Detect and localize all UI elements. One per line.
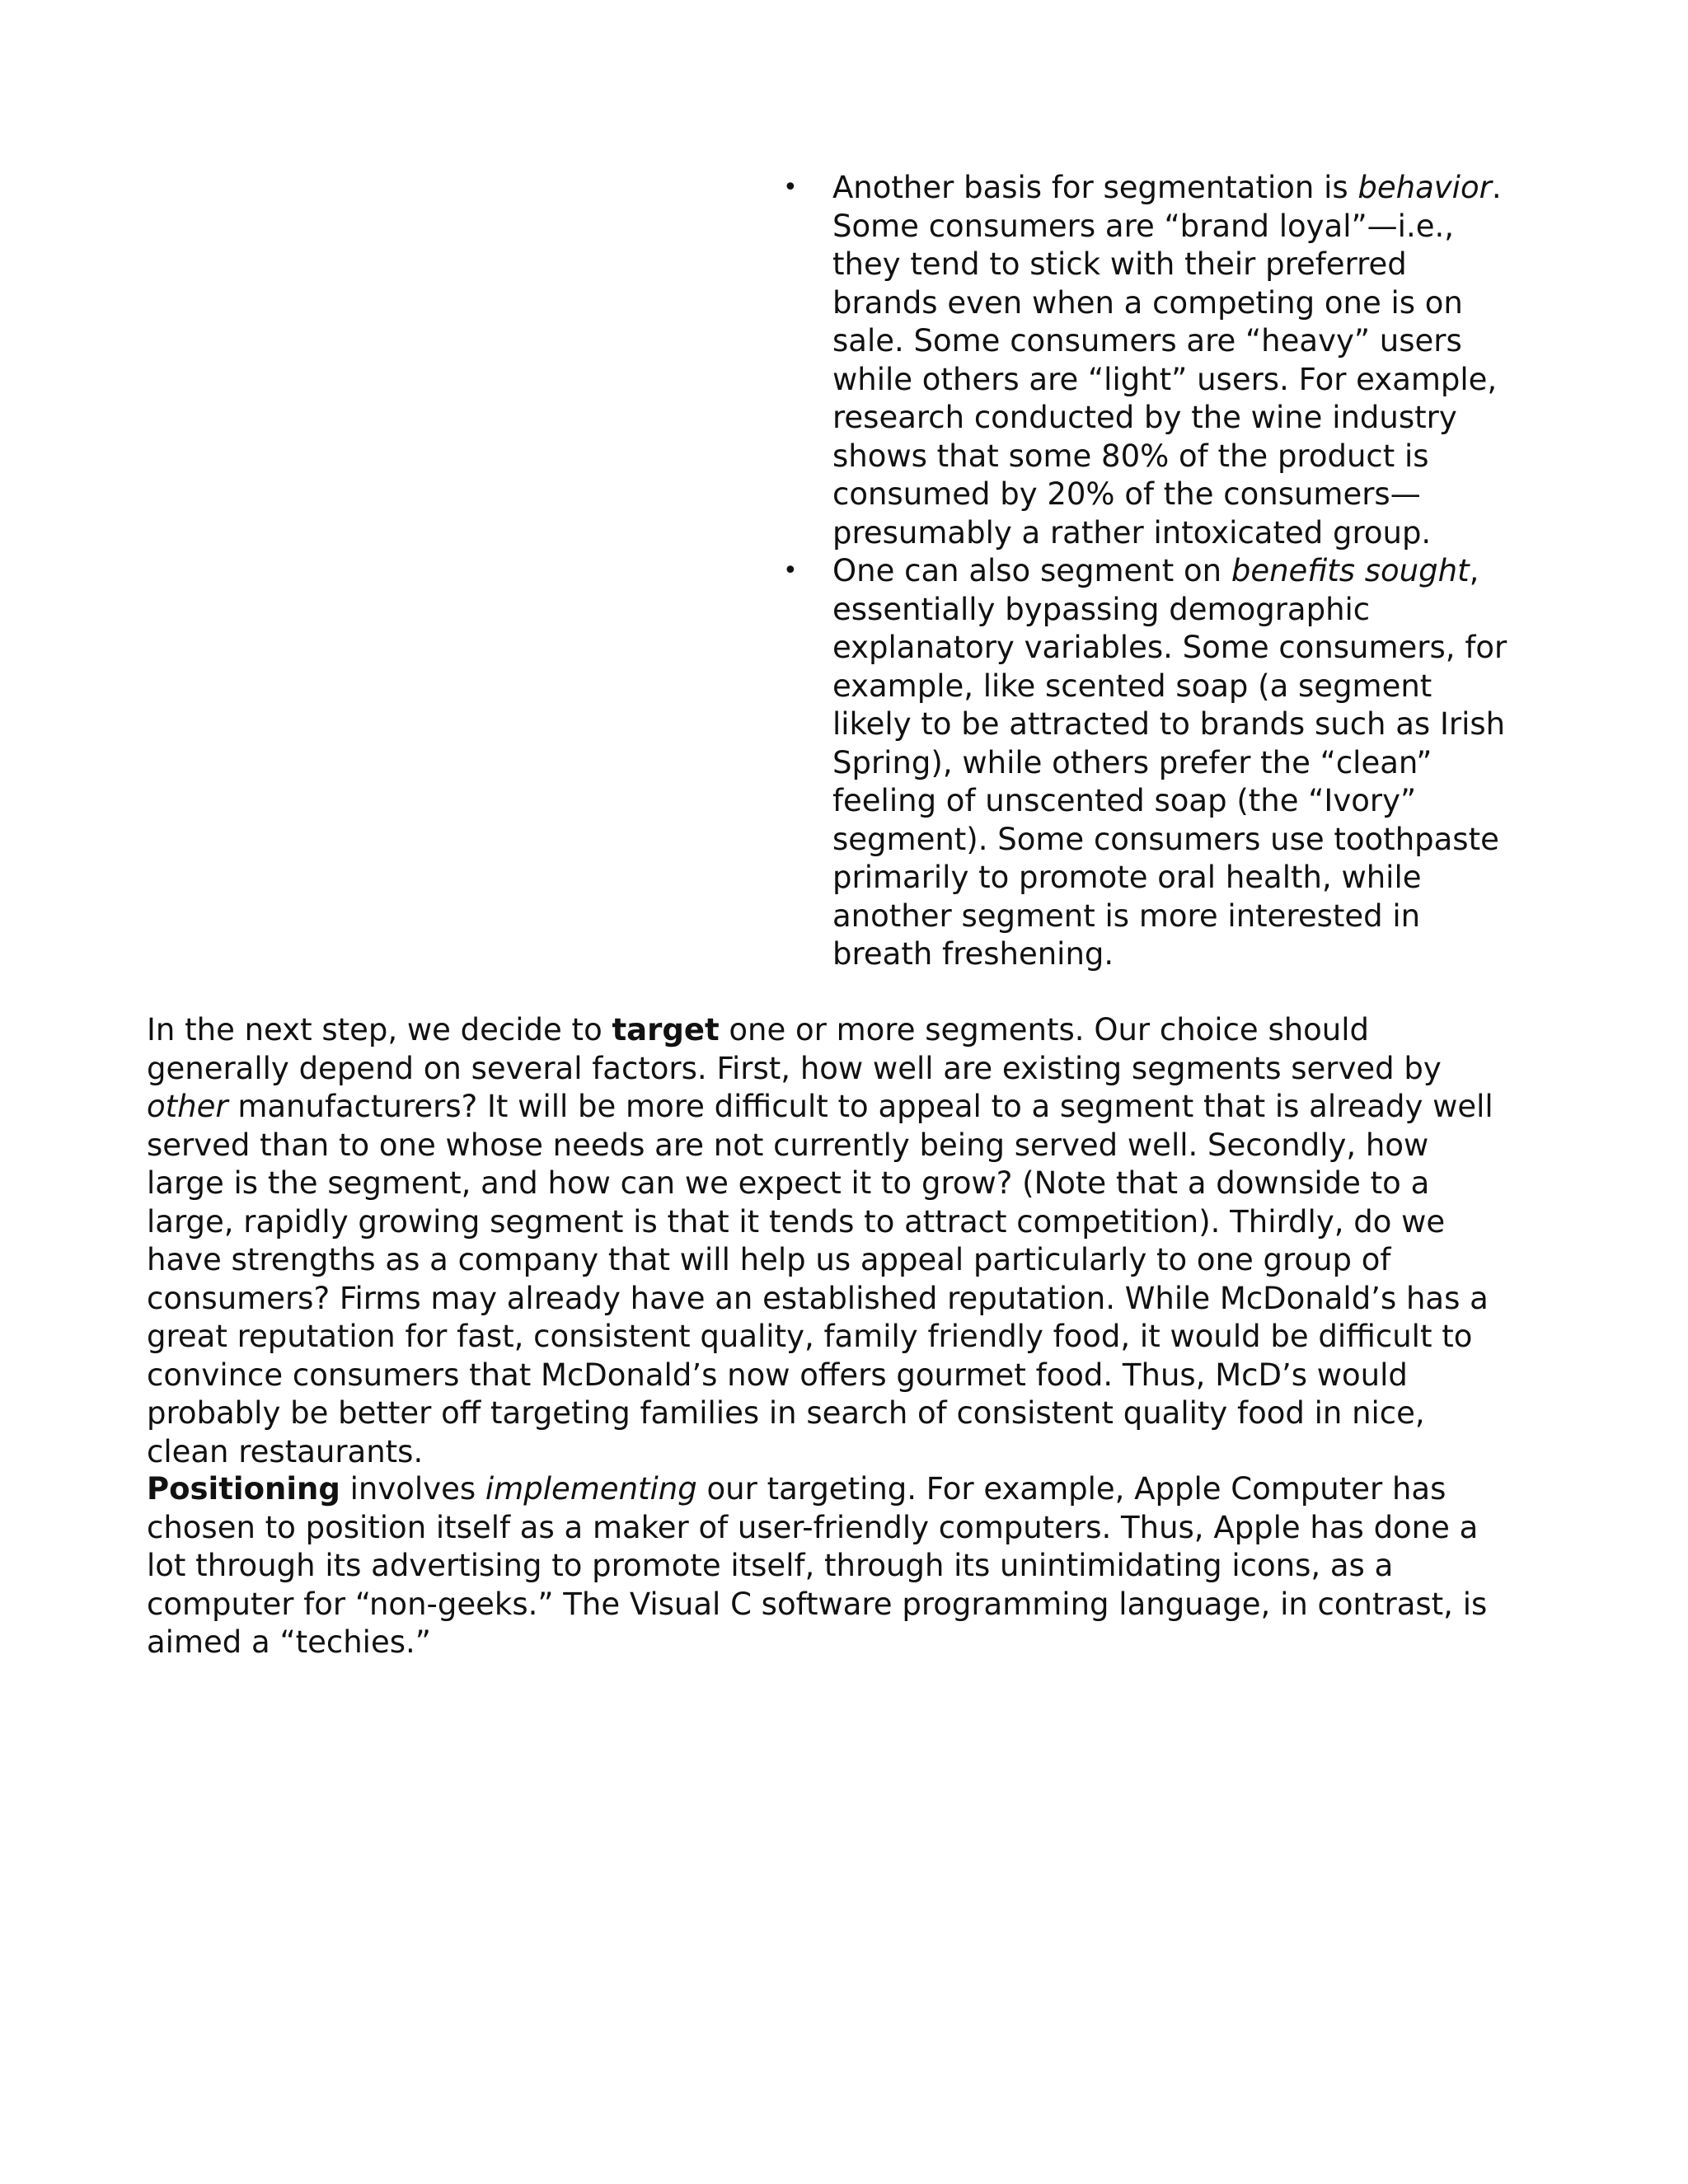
- paragraph-italic-term: other: [147, 1089, 228, 1124]
- paragraph-text: manufacturers? It will be more difficult to appeal to a segment that is already well served than to one whose needs are not currently being served well. Secondly, how large is the segment, and how can we expect it to grow? (Note that a downside to a large, rapidly growing segment is that it tends to attract competition). Thirdly, do we have strengths as a company that will help us appeal particularly to one group of consumers? Firms may already have an established reputation. While McDonald’s has a great reputation for fast, consistent quality, family friendly food, it would be difficult to convince consumers that McDonald’s now offers gourmet food. Thus, McD’s would probably be better off targeting families in search of consistent quality food in nice, clean restaurants.: [147, 1089, 1493, 1469]
- bullet-benefits-sought: [783, 552, 1508, 974]
- bullet-text: Another basis for segmentation is: [832, 170, 1358, 205]
- targeting-paragraph: [147, 1011, 1507, 1471]
- segmentation-bullet-list: [783, 169, 1508, 974]
- bullet-dot-icon: •: [783, 556, 798, 585]
- bullet-emphasis: behavior: [1357, 170, 1492, 205]
- paragraph-text: one or more segments. Our choice should generally depend on several factors. First, how well are existing segments served by: [147, 1012, 1442, 1086]
- bullet-text: , essentially bypassing demographic explanatory variables. Some consumers, for example, like scented soap (a segment likely to be attracted to brands such as Irish Spring), while others prefer the “clean” feeling of unscented soap (the “Ivory” segment). Some consumers use toothpaste primarily to promote oral health, while another segment is more interested in breath freshening.: [832, 553, 1507, 972]
- paragraph-bold-term: target: [612, 1012, 720, 1047]
- bullet-emphasis: benefits sought: [1231, 553, 1470, 588]
- positioning-paragraph: [147, 1470, 1507, 1662]
- paragraph-text: involves: [340, 1471, 485, 1507]
- bullet-text: One can also segment on: [832, 553, 1231, 588]
- paragraph-bold-term: Positioning: [147, 1471, 340, 1507]
- paragraph-text: In the next step, we decide to: [147, 1012, 612, 1047]
- paragraph-text: our targeting. For example, Apple Computer has chosen to position itself as a maker of user-friendly computers. Thus, Apple has done a lot through its advertising to promote itself, through its unintimidating icons, as a computer for “non-geeks.” The Visual C software programming language, in contrast, is aimed a “techies.”: [147, 1471, 1488, 1660]
- paragraph-italic-term: implementing: [485, 1471, 697, 1507]
- bullet-text: . Some consumers are “brand loyal”—i.e., they tend to stick with their preferred brands even when a competing one is on sale. Some consumers are “heavy” users while others are “light” users. For example, research conducted by the wine industry shows that some 80% of the product is consumed by 20% of the consumers—presumably a rather intoxicated group.: [832, 170, 1502, 551]
- bullet-behavior: [783, 169, 1508, 552]
- bullet-dot-icon: •: [783, 173, 798, 202]
